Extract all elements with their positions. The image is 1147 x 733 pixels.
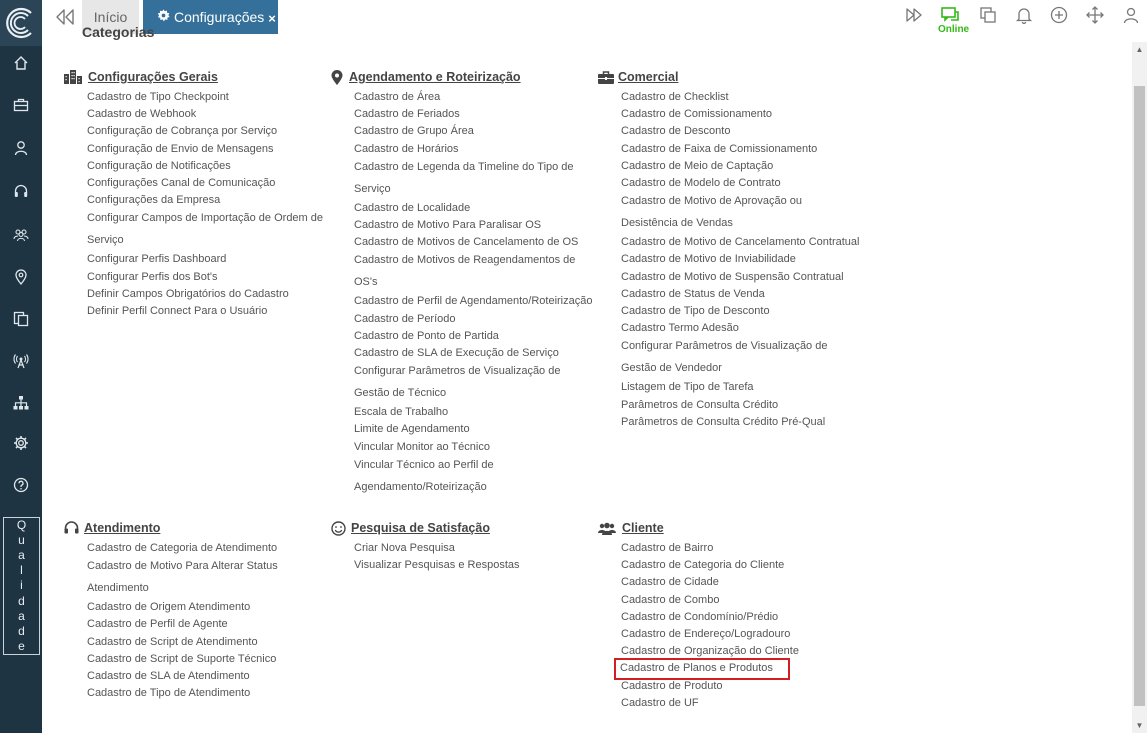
qualidade-letter: a xyxy=(18,608,25,623)
config-link[interactable]: Cadastro de Feriados xyxy=(354,108,460,121)
scroll-down-arrow-icon[interactable]: ▼ xyxy=(1135,721,1144,730)
section-atendimento xyxy=(64,520,292,702)
users-group-icon xyxy=(598,520,616,536)
config-link[interactable]: Cadastro de Produto xyxy=(621,679,723,692)
config-link[interactable]: Cadastro de Localidade xyxy=(354,201,471,214)
config-link[interactable]: Cadastro de Perfil de Agente xyxy=(87,618,228,631)
tab-configuracoes[interactable] xyxy=(143,0,278,34)
windows-icon[interactable] xyxy=(978,5,998,25)
config-link[interactable]: Configuração de Notificações xyxy=(87,159,231,172)
config-link[interactable]: Cadastro de Origem Atendimento xyxy=(87,601,251,614)
rewind-icon[interactable] xyxy=(54,8,76,26)
config-link[interactable]: Visualizar Pesquisas e Respostas xyxy=(354,559,520,572)
section-pesquisa-satisfacao xyxy=(331,520,520,574)
config-link[interactable]: Cadastro de Tipo Checkpoint xyxy=(87,91,229,103)
config-link[interactable]: Limite de Agendamento xyxy=(354,423,470,436)
config-link[interactable]: Cadastro de Motivos de Cancelamento de OS xyxy=(354,236,579,249)
vertical-scrollbar[interactable] xyxy=(1132,42,1147,733)
config-link[interactable]: Cadastro de Comissionamento xyxy=(621,108,773,121)
config-link[interactable]: Configurar Perfis Dashboard xyxy=(87,253,227,266)
config-link[interactable]: Cadastro de Script de Suporte Técnico xyxy=(87,652,277,665)
scroll-thumb[interactable] xyxy=(1134,86,1145,706)
qualidade-button[interactable] xyxy=(3,517,40,655)
online-status-label: Online xyxy=(938,24,970,35)
config-link[interactable]: Configurações da Empresa xyxy=(87,194,221,207)
config-link[interactable]: Cadastro de Script de Atendimento xyxy=(87,635,258,648)
add-circle-icon[interactable] xyxy=(1049,5,1069,25)
config-link[interactable]: Configuração de Cobrança por Serviço xyxy=(87,125,278,138)
config-link[interactable]: Cadastro de Horários xyxy=(354,142,459,155)
config-link[interactable]: Cadastro de Checklist xyxy=(621,91,729,103)
config-link[interactable]: Criar Nova Pesquisa xyxy=(354,542,455,554)
bell-icon[interactable] xyxy=(1014,5,1034,25)
user-icon[interactable] xyxy=(0,133,42,163)
close-tab-icon[interactable]: × xyxy=(268,10,276,26)
config-link[interactable]: Listagem de Tipo de Tarefa xyxy=(621,381,754,394)
qualidade-letter: Q xyxy=(16,517,27,532)
config-link[interactable]: Escala de Trabalho xyxy=(354,406,449,419)
config-link[interactable]: Cadastro de Ponto de Partida xyxy=(354,329,499,342)
config-link[interactable]: Cadastro de Período xyxy=(354,312,456,325)
logo-icon xyxy=(4,5,38,41)
move-icon[interactable] xyxy=(1085,5,1105,25)
config-link[interactable]: Cadastro de Webhook xyxy=(87,108,197,121)
config-link[interactable]: Cadastro de Motivo de Aprovação ou Desistência de Vendas xyxy=(621,195,803,230)
config-link[interactable]: Cadastro de Área xyxy=(354,91,441,103)
config-link[interactable]: Cadastro de Motivo de Suspensão Contratual xyxy=(621,270,844,283)
config-link[interactable]: Cadastro de Cidade xyxy=(621,576,719,589)
config-link[interactable]: Cadastro de SLA de Atendimento xyxy=(87,670,250,683)
config-link[interactable]: Cadastro de Perfil de Agendamento/Roteirização xyxy=(354,295,593,308)
chat-status-icon[interactable] xyxy=(940,5,960,25)
config-link[interactable]: Cadastro de Motivos de Reagendamentos de OS's xyxy=(354,254,576,289)
headset-icon[interactable] xyxy=(0,176,42,206)
config-link[interactable]: Cadastro de Faixa de Comissionamento xyxy=(621,142,818,155)
config-link-highlighted[interactable]: Cadastro de Planos e Produtos xyxy=(616,660,788,677)
config-link[interactable]: Definir Perfil Connect Para o Usuário xyxy=(87,305,268,318)
section-title[interactable]: Agendamento e Roteirização xyxy=(349,70,521,84)
config-link[interactable]: Cadastro de Tipo de Atendimento xyxy=(87,687,251,700)
config-link[interactable]: Configurar Parâmetros de Visualização de Gestão de Técnico xyxy=(354,365,561,400)
config-link[interactable]: Cadastro Termo Adesão xyxy=(621,322,739,335)
config-link[interactable]: Configurar Campos de Importação de Ordem de Serviço xyxy=(87,212,324,247)
sitemap-icon[interactable] xyxy=(0,388,42,418)
tab-inicio-label: Início xyxy=(93,9,128,25)
section-cliente xyxy=(598,520,799,712)
app-logo[interactable] xyxy=(0,0,42,46)
fast-forward-icon[interactable] xyxy=(904,5,924,25)
qualidade-letter: d xyxy=(18,593,25,608)
qualidade-letter: d xyxy=(18,624,25,639)
qualidade-letter: l xyxy=(20,563,23,578)
headset-icon xyxy=(64,520,82,536)
section-title[interactable]: Pesquisa de Satisfação xyxy=(351,521,490,535)
help-icon[interactable] xyxy=(0,470,42,500)
section-title[interactable]: Configurações Gerais xyxy=(88,70,218,84)
briefcase-icon xyxy=(598,69,616,85)
qualidade-letter: e xyxy=(18,639,25,654)
config-link[interactable]: Cadastro de Condomínio/Prédio xyxy=(621,610,779,623)
config-link[interactable]: Cadastro de Endereço/Logradouro xyxy=(621,628,791,641)
config-link[interactable]: Definir Campos Obrigatórios do Cadastro xyxy=(87,287,289,300)
config-link[interactable]: Cadastro de Motivo de Cancelamento Contratual xyxy=(621,236,860,249)
config-link[interactable]: Cadastro de SLA de Execução de Serviço xyxy=(354,347,559,360)
gear-icon xyxy=(157,9,170,25)
briefcase-icon[interactable] xyxy=(0,90,42,120)
config-link[interactable]: Parâmetros de Consulta Crédito Pré-Qual xyxy=(621,415,826,428)
config-link[interactable]: Cadastro de Categoria de Atendimento xyxy=(87,542,278,554)
map-marker-icon xyxy=(331,69,349,85)
config-link[interactable]: Cadastro de Grupo Área xyxy=(354,125,474,138)
config-link[interactable]: Cadastro de Motivo de Inviabilidade xyxy=(621,253,796,266)
config-link[interactable]: Cadastro de UF xyxy=(621,696,699,709)
smile-icon xyxy=(331,520,349,536)
config-link[interactable]: Configurar Perfis dos Bot's xyxy=(87,270,218,283)
users-icon[interactable] xyxy=(0,219,42,249)
tab-configuracoes-label: Configurações xyxy=(174,9,265,25)
config-link[interactable]: Cadastro de Desconto xyxy=(621,125,731,138)
user-account-icon[interactable] xyxy=(1121,5,1141,25)
building-icon xyxy=(64,69,82,85)
page-title: Categorias xyxy=(82,24,155,40)
config-link[interactable]: Vincular Monitor ao Técnico xyxy=(354,440,490,453)
scroll-up-arrow-icon[interactable]: ▲ xyxy=(1135,45,1144,54)
qualidade-letter: a xyxy=(18,548,25,562)
home-icon[interactable] xyxy=(0,48,42,78)
config-link[interactable]: Configurações Canal de Comunicação xyxy=(87,177,276,190)
config-link[interactable]: Cadastro de Legenda da Timeline do Tipo de Serviço xyxy=(354,160,574,195)
config-link[interactable]: Cadastro de Status de Venda xyxy=(621,287,765,300)
config-link[interactable]: Cadastro de Motivo Para Paralisar OS xyxy=(354,219,542,232)
section-configuracoes-gerais xyxy=(64,69,323,320)
section-title[interactable]: Comercial xyxy=(618,70,679,84)
sidebar xyxy=(0,0,42,733)
section-comercial xyxy=(598,69,859,431)
settings-icon[interactable] xyxy=(0,428,42,458)
section-title[interactable]: Atendimento xyxy=(84,521,161,535)
config-link[interactable]: Cadastro de Categoria do Cliente xyxy=(621,559,785,572)
config-link[interactable]: Configurar Parâmetros de Visualização de Gestão de Vendedor xyxy=(621,340,828,375)
map-pin-icon[interactable] xyxy=(0,262,42,292)
config-link[interactable]: Configuração de Envio de Mensagens xyxy=(87,142,274,155)
config-link[interactable]: Cadastro de Tipo de Desconto xyxy=(621,305,770,318)
config-link[interactable]: Cadastro de Motivo Para Alterar Status Atendimento xyxy=(87,560,278,595)
config-link[interactable]: Parâmetros de Consulta Crédito xyxy=(621,398,779,411)
config-link[interactable]: Vincular Técnico ao Perfil de Agendamento/Roteirização xyxy=(354,458,494,493)
qualidade-letter: i xyxy=(20,578,23,593)
broadcast-icon[interactable] xyxy=(0,346,42,376)
config-link[interactable]: Cadastro de Combo xyxy=(621,593,720,606)
qualidade-letter: u xyxy=(18,532,25,547)
config-link[interactable]: Cadastro de Modelo de Contrato xyxy=(621,177,781,190)
copy-icon[interactable] xyxy=(0,304,42,334)
top-bar xyxy=(42,0,1147,36)
config-link[interactable]: Cadastro de Meio de Captação xyxy=(621,159,774,172)
section-agendamento xyxy=(331,69,592,498)
config-link[interactable]: Cadastro de Bairro xyxy=(621,542,714,554)
section-title[interactable]: Cliente xyxy=(622,521,664,535)
config-link[interactable]: Cadastro de Organização do Cliente xyxy=(621,645,799,658)
